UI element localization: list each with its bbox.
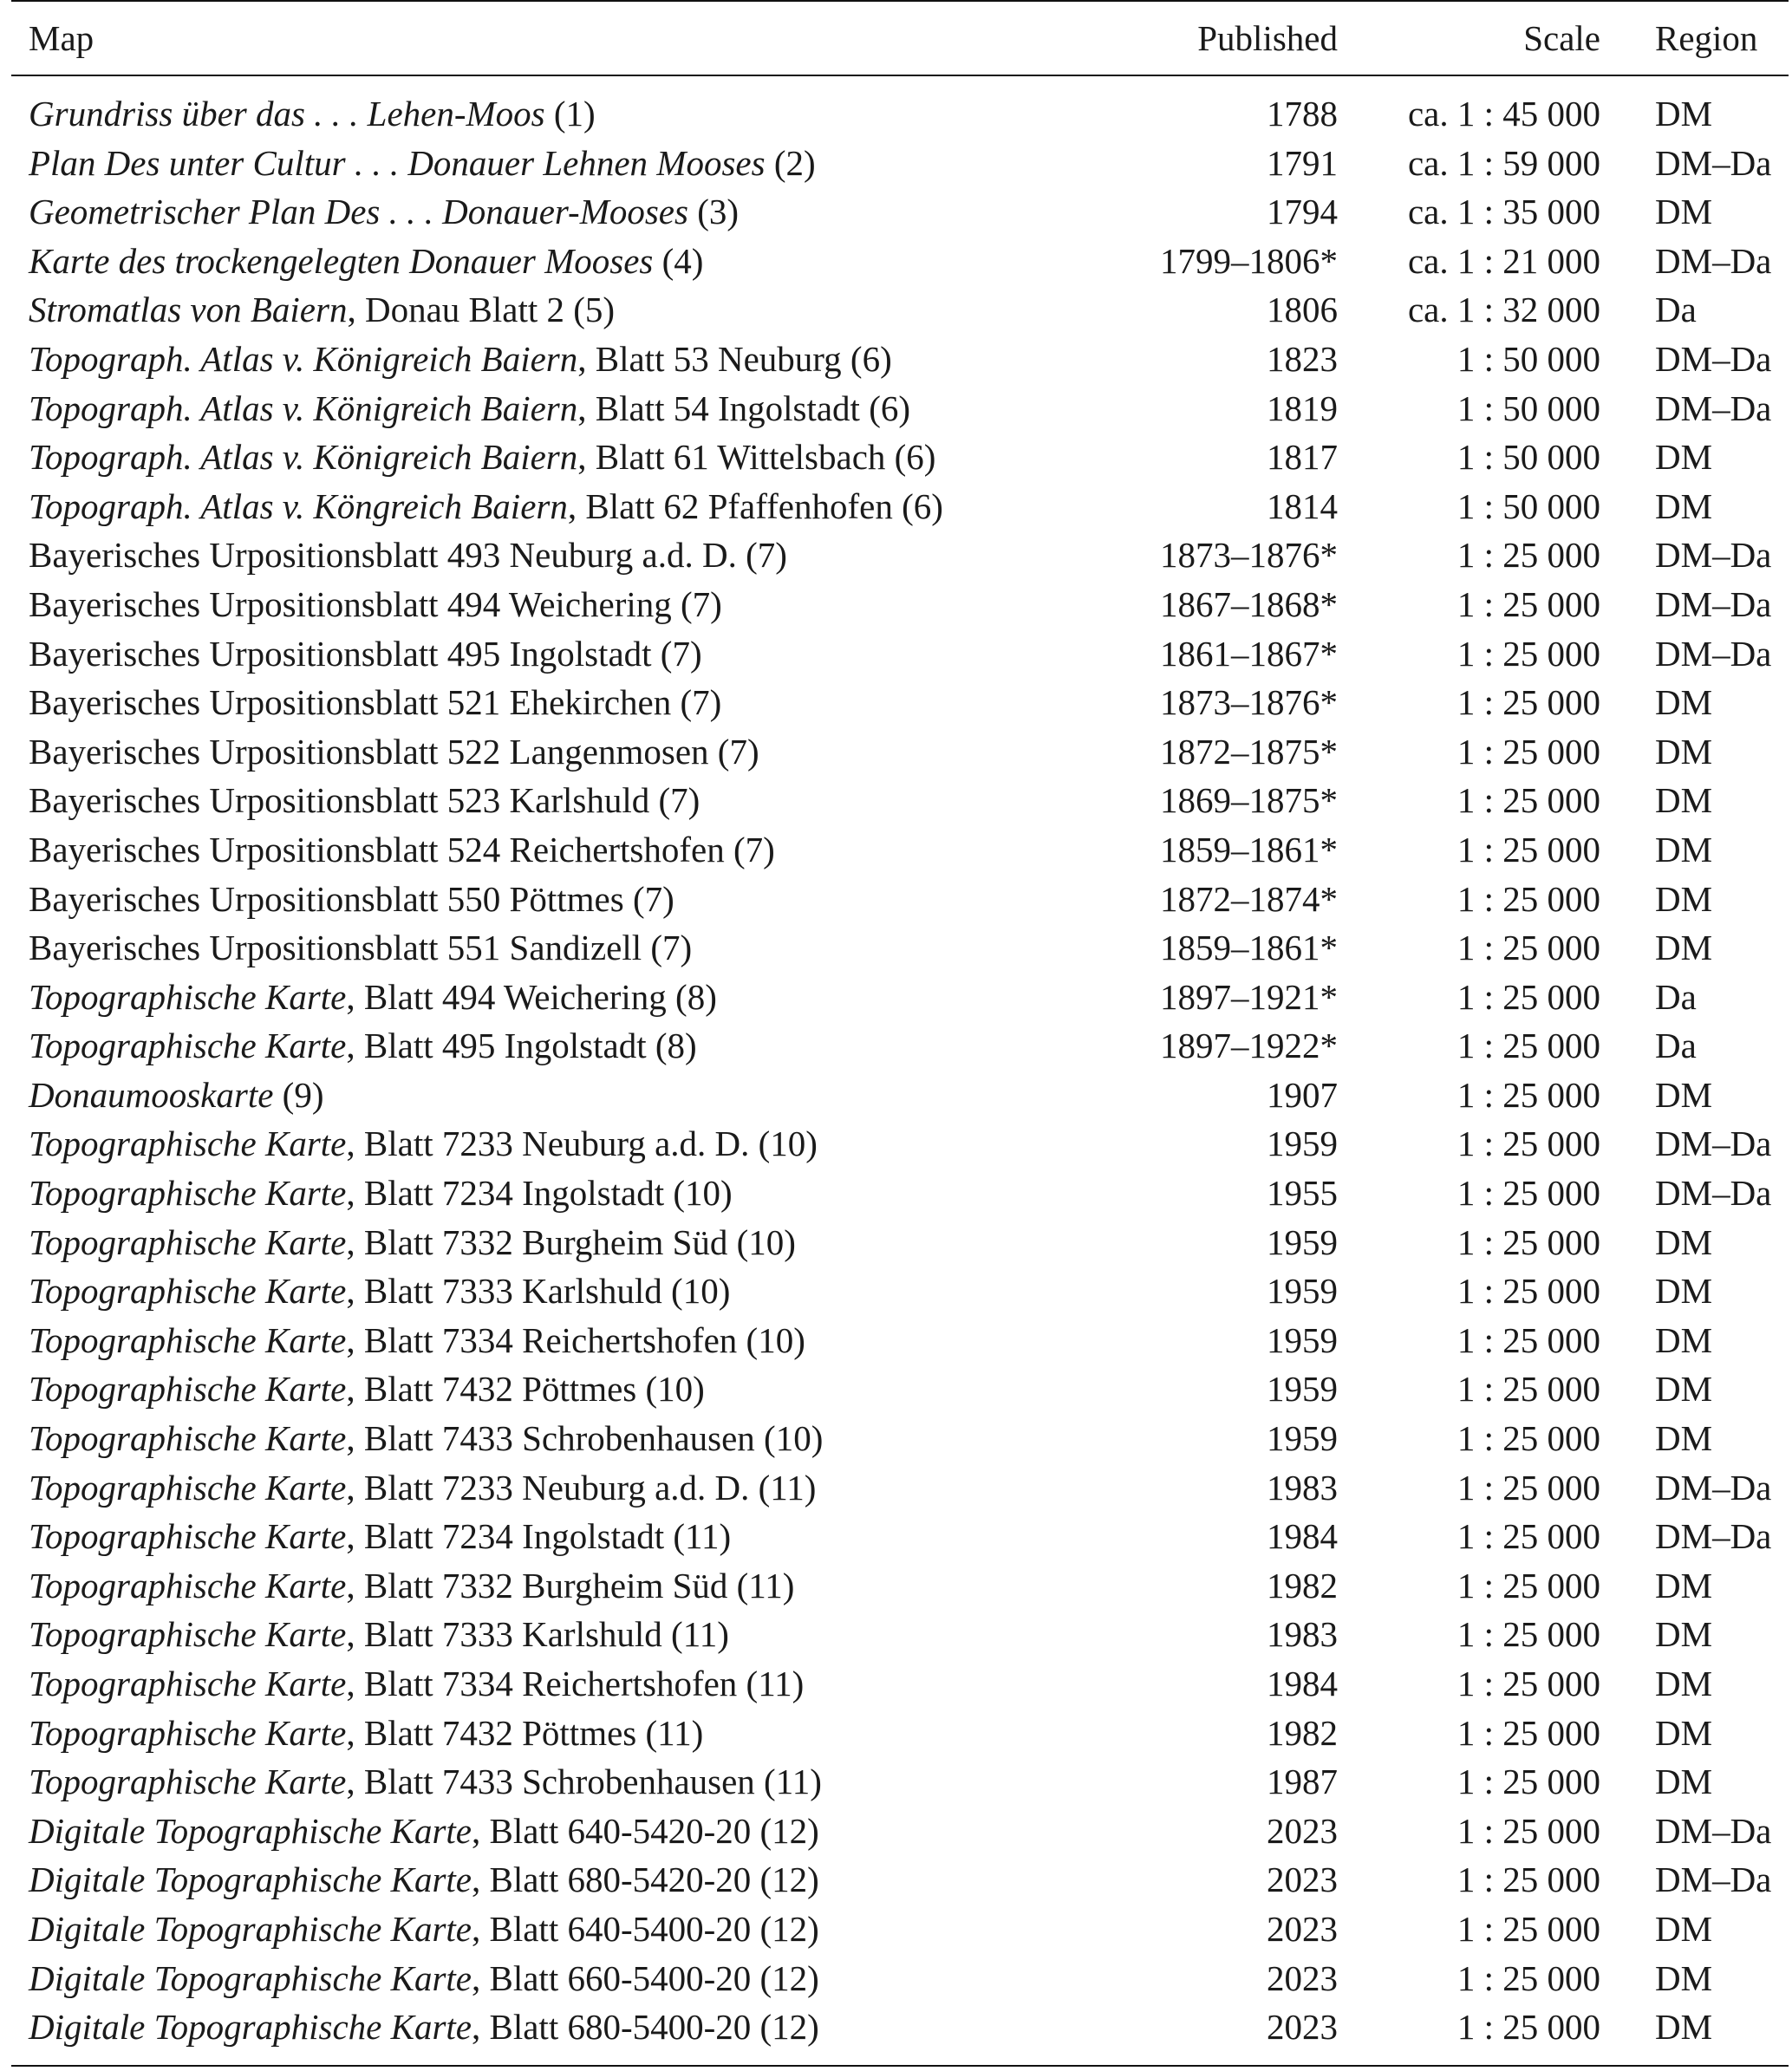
map-title-italic: Digitale Topographische Karte [29, 1908, 472, 1949]
cell-scale: ca. 1 : 32 000 [1407, 290, 1600, 330]
cell-published: 1859–1861* [1160, 829, 1338, 869]
cell-scale: 1 : 25 000 [1456, 1762, 1600, 1802]
cell-map [11, 531, 1086, 580]
map-title-italic: Topograph. Atlas v. Königreich Baiern [29, 338, 578, 379]
cell-region: DM–Da [1655, 1859, 1772, 1900]
table-row [11, 1905, 1789, 1954]
map-title-rest: , Donau Blatt 2 (5) [347, 290, 616, 330]
cell-published: 1799–1806* [1160, 240, 1338, 281]
map-title-italic: Topographische Karte [29, 1418, 347, 1459]
cell-published: 2023 [1267, 2007, 1338, 2048]
cell-scale: 1 : 50 000 [1456, 338, 1600, 379]
cell-published: 1791 [1267, 142, 1338, 183]
cell-scale: 1 : 25 000 [1456, 1565, 1600, 1605]
cell-published: 1869–1875* [1160, 780, 1338, 821]
cell-map [11, 1512, 1086, 1561]
cell-published: 1959 [1267, 1271, 1338, 1312]
cell-scale: ca. 1 : 59 000 [1407, 142, 1600, 183]
cell-region: Da [1655, 976, 1697, 1017]
cell-scale: 1 : 25 000 [1456, 1614, 1600, 1655]
cell-region: DM [1655, 94, 1713, 134]
cell-scale: 1 : 25 000 [1456, 1859, 1600, 1900]
cell-scale: 1 : 25 000 [1456, 583, 1600, 624]
cell-region: DM–Da [1655, 387, 1772, 428]
table-row [11, 433, 1789, 482]
cell-region: DM [1655, 1614, 1713, 1655]
map-title-rest: (3) [687, 192, 740, 232]
cell-map [11, 973, 1086, 1022]
cell-published: 1873–1876* [1160, 535, 1338, 576]
cell-region: DM [1655, 682, 1713, 723]
map-title-rest: , Blatt 7333 Karlshuld (10) [346, 1271, 731, 1312]
cell-region: DM–Da [1655, 633, 1772, 674]
table-row [11, 973, 1789, 1022]
cell-scale: 1 : 25 000 [1456, 1516, 1600, 1557]
table-row [11, 1169, 1789, 1218]
table-row [11, 187, 1789, 237]
maps-table [11, 0, 1789, 2067]
cell-published: 1959 [1267, 1123, 1338, 1164]
map-title-rest: , Blatt 680-5420-20 (12) [472, 1859, 819, 1900]
cell-scale: 1 : 25 000 [1456, 535, 1600, 576]
table-row [11, 1855, 1789, 1905]
cell-region: DM [1655, 1664, 1713, 1703]
table-row [11, 1463, 1789, 1513]
cell-map [11, 875, 1086, 924]
cell-map [11, 1905, 1086, 1954]
cell-map [11, 1709, 1086, 1758]
cell-published: 1987 [1267, 1762, 1338, 1802]
table-row [11, 875, 1789, 924]
cell-scale: 1 : 25 000 [1456, 928, 1600, 968]
cell-region: DM [1655, 485, 1713, 526]
cell-scale: 1 : 25 000 [1456, 1957, 1600, 1998]
cell-region: DM [1655, 1762, 1713, 1802]
cell-published: 1955 [1267, 1173, 1338, 1214]
cell-region: DM [1655, 780, 1713, 821]
cell-map [11, 335, 1086, 384]
map-title-rest: (4) [653, 240, 704, 281]
cell-region: DM [1655, 1908, 1713, 1949]
cell-published: 1859–1861* [1160, 928, 1338, 968]
map-title-italic: Topographische Karte [29, 1173, 347, 1214]
table-row [11, 1071, 1789, 1120]
cell-region: DM [1655, 731, 1713, 772]
cell-map [11, 1807, 1086, 1856]
cell-scale: 1 : 25 000 [1456, 1173, 1600, 1214]
map-title-italic: Digitale Topographische Karte [29, 1810, 472, 1851]
cell-scale: 1 : 50 000 [1456, 387, 1600, 428]
cell-map [11, 678, 1086, 727]
cell-map [11, 1316, 1086, 1365]
cell-published: 1814 [1267, 485, 1338, 526]
cell-scale: 1 : 25 000 [1456, 780, 1600, 821]
map-title-rest: , Blatt 7334 Reichertshofen (10) [346, 1319, 805, 1360]
cell-published: 1872–1874* [1160, 878, 1338, 919]
cell-region: DM [1655, 1712, 1713, 1753]
cell-map [11, 1267, 1086, 1316]
cell-map [11, 1659, 1086, 1709]
map-title-italic: Stromatlas von Baiern [29, 290, 348, 330]
cell-region: DM [1655, 2007, 1713, 2048]
table-row [11, 285, 1789, 335]
map-title-rest: Bayerisches Urpositionsblatt 493 Neuburg a.d. D. (7) [29, 535, 787, 576]
map-title-rest: Bayerisches Urpositionsblatt 495 Ingolstadt (7) [29, 633, 702, 674]
map-title-italic: Donaumooskarte [29, 1074, 274, 1115]
cell-published: 1984 [1267, 1516, 1338, 1557]
map-title-rest: , Blatt 494 Weichering (8) [346, 976, 717, 1017]
table-row [11, 2003, 1789, 2066]
cell-map [11, 776, 1086, 825]
cell-map [11, 139, 1086, 188]
cell-published: 2023 [1267, 1810, 1338, 1851]
table-row [11, 1218, 1789, 1267]
map-title-italic: Topographische Karte [29, 1712, 347, 1753]
map-title-italic: Topographische Karte [29, 1221, 347, 1262]
cell-scale: ca. 1 : 35 000 [1407, 192, 1600, 232]
cell-published: 1819 [1267, 387, 1338, 428]
cell-region: DM [1655, 1957, 1713, 1998]
cell-published: 1897–1921* [1160, 976, 1338, 1017]
map-title-rest: Bayerisches Urpositionsblatt 524 Reichertshofen (7) [29, 829, 775, 869]
map-title-italic: Topographische Karte [29, 976, 347, 1017]
cell-region: DM [1655, 192, 1713, 232]
cell-region: DM [1655, 928, 1713, 968]
cell-region: DM–Da [1655, 240, 1772, 281]
cell-scale: 1 : 25 000 [1456, 731, 1600, 772]
cell-scale: 1 : 50 000 [1456, 485, 1600, 526]
cell-region: DM [1655, 878, 1713, 919]
cell-map [11, 1610, 1086, 1659]
map-title-rest: Bayerisches Urpositionsblatt 522 Langenmosen (7) [29, 731, 759, 772]
map-title-rest: , Blatt 7334 Reichertshofen (11) [346, 1664, 805, 1703]
cell-scale: 1 : 25 000 [1456, 878, 1600, 919]
cell-scale: 1 : 25 000 [1456, 829, 1600, 869]
map-title-italic: Digitale Topographische Karte [29, 1957, 472, 1998]
cell-published: 1788 [1267, 94, 1338, 134]
cell-region: DM [1655, 1221, 1713, 1262]
cell-published: 1861–1867* [1160, 633, 1338, 674]
map-title-rest: Bayerisches Urpositionsblatt 523 Karlshuld (7) [29, 780, 701, 821]
cell-region: DM–Da [1655, 1516, 1772, 1557]
cell-map [11, 825, 1086, 875]
table-row [11, 531, 1789, 580]
map-title-italic: Topograph. Atlas v. Köngreich Baiern [29, 485, 568, 526]
cell-region: DM–Da [1655, 1123, 1772, 1164]
cell-published: 2023 [1267, 1908, 1338, 1949]
cell-scale: 1 : 25 000 [1456, 1026, 1600, 1066]
table-row [11, 1119, 1789, 1169]
cell-published: 1983 [1267, 1467, 1338, 1508]
map-title-italic: Topographische Karte [29, 1369, 347, 1410]
map-title-rest: , Blatt 7233 Neuburg a.d. D. (11) [346, 1467, 817, 1508]
cell-region: DM–Da [1655, 1173, 1772, 1214]
table-row [11, 776, 1789, 825]
table-row [11, 1807, 1789, 1856]
map-title-italic: Topographische Karte [29, 1762, 347, 1802]
map-title-rest: , Blatt 7332 Burgheim Süd (10) [346, 1221, 796, 1262]
cell-region: DM–Da [1655, 583, 1772, 624]
cell-scale: 1 : 25 000 [1456, 1908, 1600, 1949]
cell-map [11, 433, 1086, 482]
cell-scale: 1 : 25 000 [1456, 1418, 1600, 1459]
cell-map [11, 1364, 1086, 1414]
cell-published: 1794 [1267, 192, 1338, 232]
header-scale: Scale [1523, 18, 1600, 58]
table-row [11, 335, 1789, 384]
cell-map [11, 285, 1086, 335]
cell-region: DM [1655, 1565, 1713, 1605]
cell-map [11, 1071, 1086, 1120]
cell-region: DM–Da [1655, 1467, 1772, 1508]
map-title-italic: Topographische Karte [29, 1565, 347, 1605]
map-title-italic: Topographische Karte [29, 1026, 347, 1066]
map-title-rest: , Blatt 7233 Neuburg a.d. D. (10) [346, 1123, 818, 1164]
map-title-rest: (1) [544, 94, 596, 134]
cell-published: 2023 [1267, 1957, 1338, 1998]
map-title-italic: Topographische Karte [29, 1319, 347, 1360]
cell-scale: 1 : 25 000 [1456, 633, 1600, 674]
map-title-rest: , Blatt 495 Ingolstadt (8) [346, 1026, 697, 1066]
table-row [11, 384, 1789, 433]
cell-published: 1817 [1267, 437, 1338, 478]
map-title-italic: Topographische Karte [29, 1516, 347, 1557]
map-title-rest: , Blatt 7333 Karlshuld (11) [346, 1614, 729, 1655]
cell-region: DM [1655, 1319, 1713, 1360]
cell-published: 1897–1922* [1160, 1026, 1338, 1066]
cell-region: DM [1655, 829, 1713, 869]
table-header [11, 1, 1789, 75]
cell-region: DM [1655, 1074, 1713, 1115]
table-row [11, 1414, 1789, 1463]
cell-region: DM–Da [1655, 338, 1772, 379]
cell-published: 1806 [1267, 290, 1338, 330]
table-row [11, 923, 1789, 973]
map-title-rest: , Blatt 62 Pfaffenhofen (6) [567, 485, 943, 526]
cell-map [11, 1414, 1086, 1463]
table-row [11, 1954, 1789, 2003]
map-title-italic: Topograph. Atlas v. Königreich Baiern [29, 387, 578, 428]
cell-published: 2023 [1267, 1859, 1338, 1900]
cell-region: Da [1655, 1026, 1697, 1066]
map-title-rest: , Blatt 7433 Schrobenhausen (10) [346, 1418, 824, 1459]
cell-scale: 1 : 25 000 [1456, 682, 1600, 723]
table-row [11, 825, 1789, 875]
cell-scale: 1 : 25 000 [1456, 1664, 1600, 1703]
table-row [11, 139, 1789, 188]
map-title-rest: , Blatt 53 Neuburg (6) [577, 338, 892, 379]
cell-map [11, 237, 1086, 286]
cell-map [11, 1119, 1086, 1169]
cell-region: DM–Da [1655, 1810, 1772, 1851]
map-title-rest: Bayerisches Urpositionsblatt 551 Sandizell (7) [29, 928, 693, 968]
table-row [11, 1659, 1789, 1709]
cell-map [11, 1855, 1086, 1905]
map-title-rest: , Blatt 7432 Pöttmes (11) [346, 1712, 704, 1753]
header-row [11, 1, 1789, 75]
cell-region: DM [1655, 1369, 1713, 1410]
cell-map [11, 2003, 1086, 2066]
map-title-rest: , Blatt 680-5400-20 (12) [472, 2007, 819, 2048]
table-row [11, 580, 1789, 629]
map-title-italic: Topographische Karte [29, 1664, 347, 1703]
cell-published: 1873–1876* [1160, 682, 1338, 723]
table-row [11, 482, 1789, 531]
cell-map [11, 923, 1086, 973]
cell-region: Da [1655, 290, 1697, 330]
map-title-rest: , Blatt 7332 Burgheim Süd (11) [346, 1565, 795, 1605]
cell-published: 1959 [1267, 1418, 1338, 1459]
cell-map [11, 187, 1086, 237]
table-row [11, 1561, 1789, 1611]
cell-region: DM [1655, 437, 1713, 478]
cell-scale: 1 : 25 000 [1456, 1123, 1600, 1164]
table-body [11, 75, 1789, 2066]
cell-published: 1982 [1267, 1565, 1338, 1605]
cell-published: 1959 [1267, 1221, 1338, 1262]
cell-scale: 1 : 25 000 [1456, 1221, 1600, 1262]
map-title-rest: , Blatt 640-5420-20 (12) [472, 1810, 819, 1851]
cell-scale: 1 : 25 000 [1456, 1369, 1600, 1410]
cell-scale: ca. 1 : 21 000 [1407, 240, 1600, 281]
cell-published: 1983 [1267, 1614, 1338, 1655]
cell-map [11, 1757, 1086, 1807]
cell-scale: 1 : 25 000 [1456, 1074, 1600, 1115]
table-row [11, 727, 1789, 777]
cell-map [11, 1021, 1086, 1071]
table-row [11, 1316, 1789, 1365]
cell-region: DM–Da [1655, 535, 1772, 576]
cell-published: 1982 [1267, 1712, 1338, 1753]
cell-region: DM [1655, 1418, 1713, 1459]
map-title-italic: Digitale Topographische Karte [29, 1859, 472, 1900]
cell-map [11, 384, 1086, 433]
cell-scale: 1 : 25 000 [1456, 2007, 1600, 2048]
cell-scale: 1 : 25 000 [1456, 1467, 1600, 1508]
map-title-italic: Karte des trockengelegten Donauer Mooses [29, 240, 654, 281]
map-title-italic: Geometrischer Plan Des . . . Donauer-Mooses [29, 192, 688, 232]
map-title-italic: Grundriss über das . . . Lehen-Moos [29, 94, 545, 134]
cell-map [11, 629, 1086, 679]
map-title-italic: Topographische Karte [29, 1614, 347, 1655]
cell-region: DM–Da [1655, 142, 1772, 183]
map-title-italic: Digitale Topographische Karte [29, 2007, 472, 2048]
map-title-rest: , Blatt 61 Wittelsbach (6) [577, 437, 936, 478]
table-row [11, 629, 1789, 679]
cell-region: DM [1655, 1271, 1713, 1312]
table-row [11, 1021, 1789, 1071]
map-title-rest: , Blatt 7234 Ingolstadt (11) [346, 1516, 732, 1557]
map-title-rest: (2) [765, 142, 816, 183]
table-row [11, 1610, 1789, 1659]
table-row [11, 1709, 1789, 1758]
map-title-rest: (9) [273, 1074, 324, 1115]
cell-map [11, 580, 1086, 629]
map-title-rest: , Blatt 660-5400-20 (12) [472, 1957, 819, 1998]
cell-map [11, 75, 1086, 139]
cell-scale: 1 : 25 000 [1456, 1810, 1600, 1851]
cell-map [11, 1561, 1086, 1611]
table-row [11, 1757, 1789, 1807]
header-published: Published [1197, 18, 1338, 58]
table-row [11, 678, 1789, 727]
cell-scale: 1 : 25 000 [1456, 976, 1600, 1017]
cell-map [11, 1169, 1086, 1218]
header-map: Map [29, 18, 94, 58]
cell-map [11, 482, 1086, 531]
cell-published: 1867–1868* [1160, 583, 1338, 624]
map-title-rest: , Blatt 7433 Schrobenhausen (11) [346, 1762, 822, 1802]
cell-map [11, 1954, 1086, 2003]
cell-published: 1959 [1267, 1319, 1338, 1360]
header-region: Region [1655, 18, 1758, 58]
table-row [11, 237, 1789, 286]
table-row [11, 1364, 1789, 1414]
map-title-italic: Plan Des unter Cultur . . . Donauer Lehnen Mooses [29, 142, 766, 183]
cell-map [11, 1218, 1086, 1267]
cell-map [11, 727, 1086, 777]
cell-scale: 1 : 50 000 [1456, 437, 1600, 478]
cell-scale: 1 : 25 000 [1456, 1271, 1600, 1312]
cell-scale: 1 : 25 000 [1456, 1712, 1600, 1753]
map-title-rest: Bayerisches Urpositionsblatt 494 Weichering (7) [29, 583, 722, 624]
map-title-italic: Topograph. Atlas v. Königreich Baiern [29, 437, 578, 478]
map-title-italic: Topographische Karte [29, 1271, 347, 1312]
map-title-italic: Topographische Karte [29, 1467, 347, 1508]
cell-map [11, 1463, 1086, 1513]
map-title-rest: , Blatt 640-5400-20 (12) [472, 1908, 819, 1949]
cell-published: 1872–1875* [1160, 731, 1338, 772]
map-title-rest: Bayerisches Urpositionsblatt 550 Pöttmes (7) [29, 878, 674, 919]
table-row [11, 75, 1789, 139]
cell-scale: ca. 1 : 45 000 [1407, 94, 1600, 134]
table-row [11, 1267, 1789, 1316]
cell-published: 1823 [1267, 338, 1338, 379]
cell-published: 1959 [1267, 1369, 1338, 1410]
map-title-rest: , Blatt 54 Ingolstadt (6) [577, 387, 911, 428]
cell-published: 1984 [1267, 1664, 1338, 1703]
table-row [11, 1512, 1789, 1561]
map-title-rest: Bayerisches Urpositionsblatt 521 Ehekirchen (7) [29, 682, 722, 723]
cell-scale: 1 : 25 000 [1456, 1319, 1600, 1360]
map-title-italic: Topographische Karte [29, 1123, 347, 1164]
map-title-rest: , Blatt 7432 Pöttmes (10) [346, 1369, 705, 1410]
map-title-rest: , Blatt 7234 Ingolstadt (10) [346, 1173, 733, 1214]
cell-published: 1907 [1267, 1074, 1338, 1115]
